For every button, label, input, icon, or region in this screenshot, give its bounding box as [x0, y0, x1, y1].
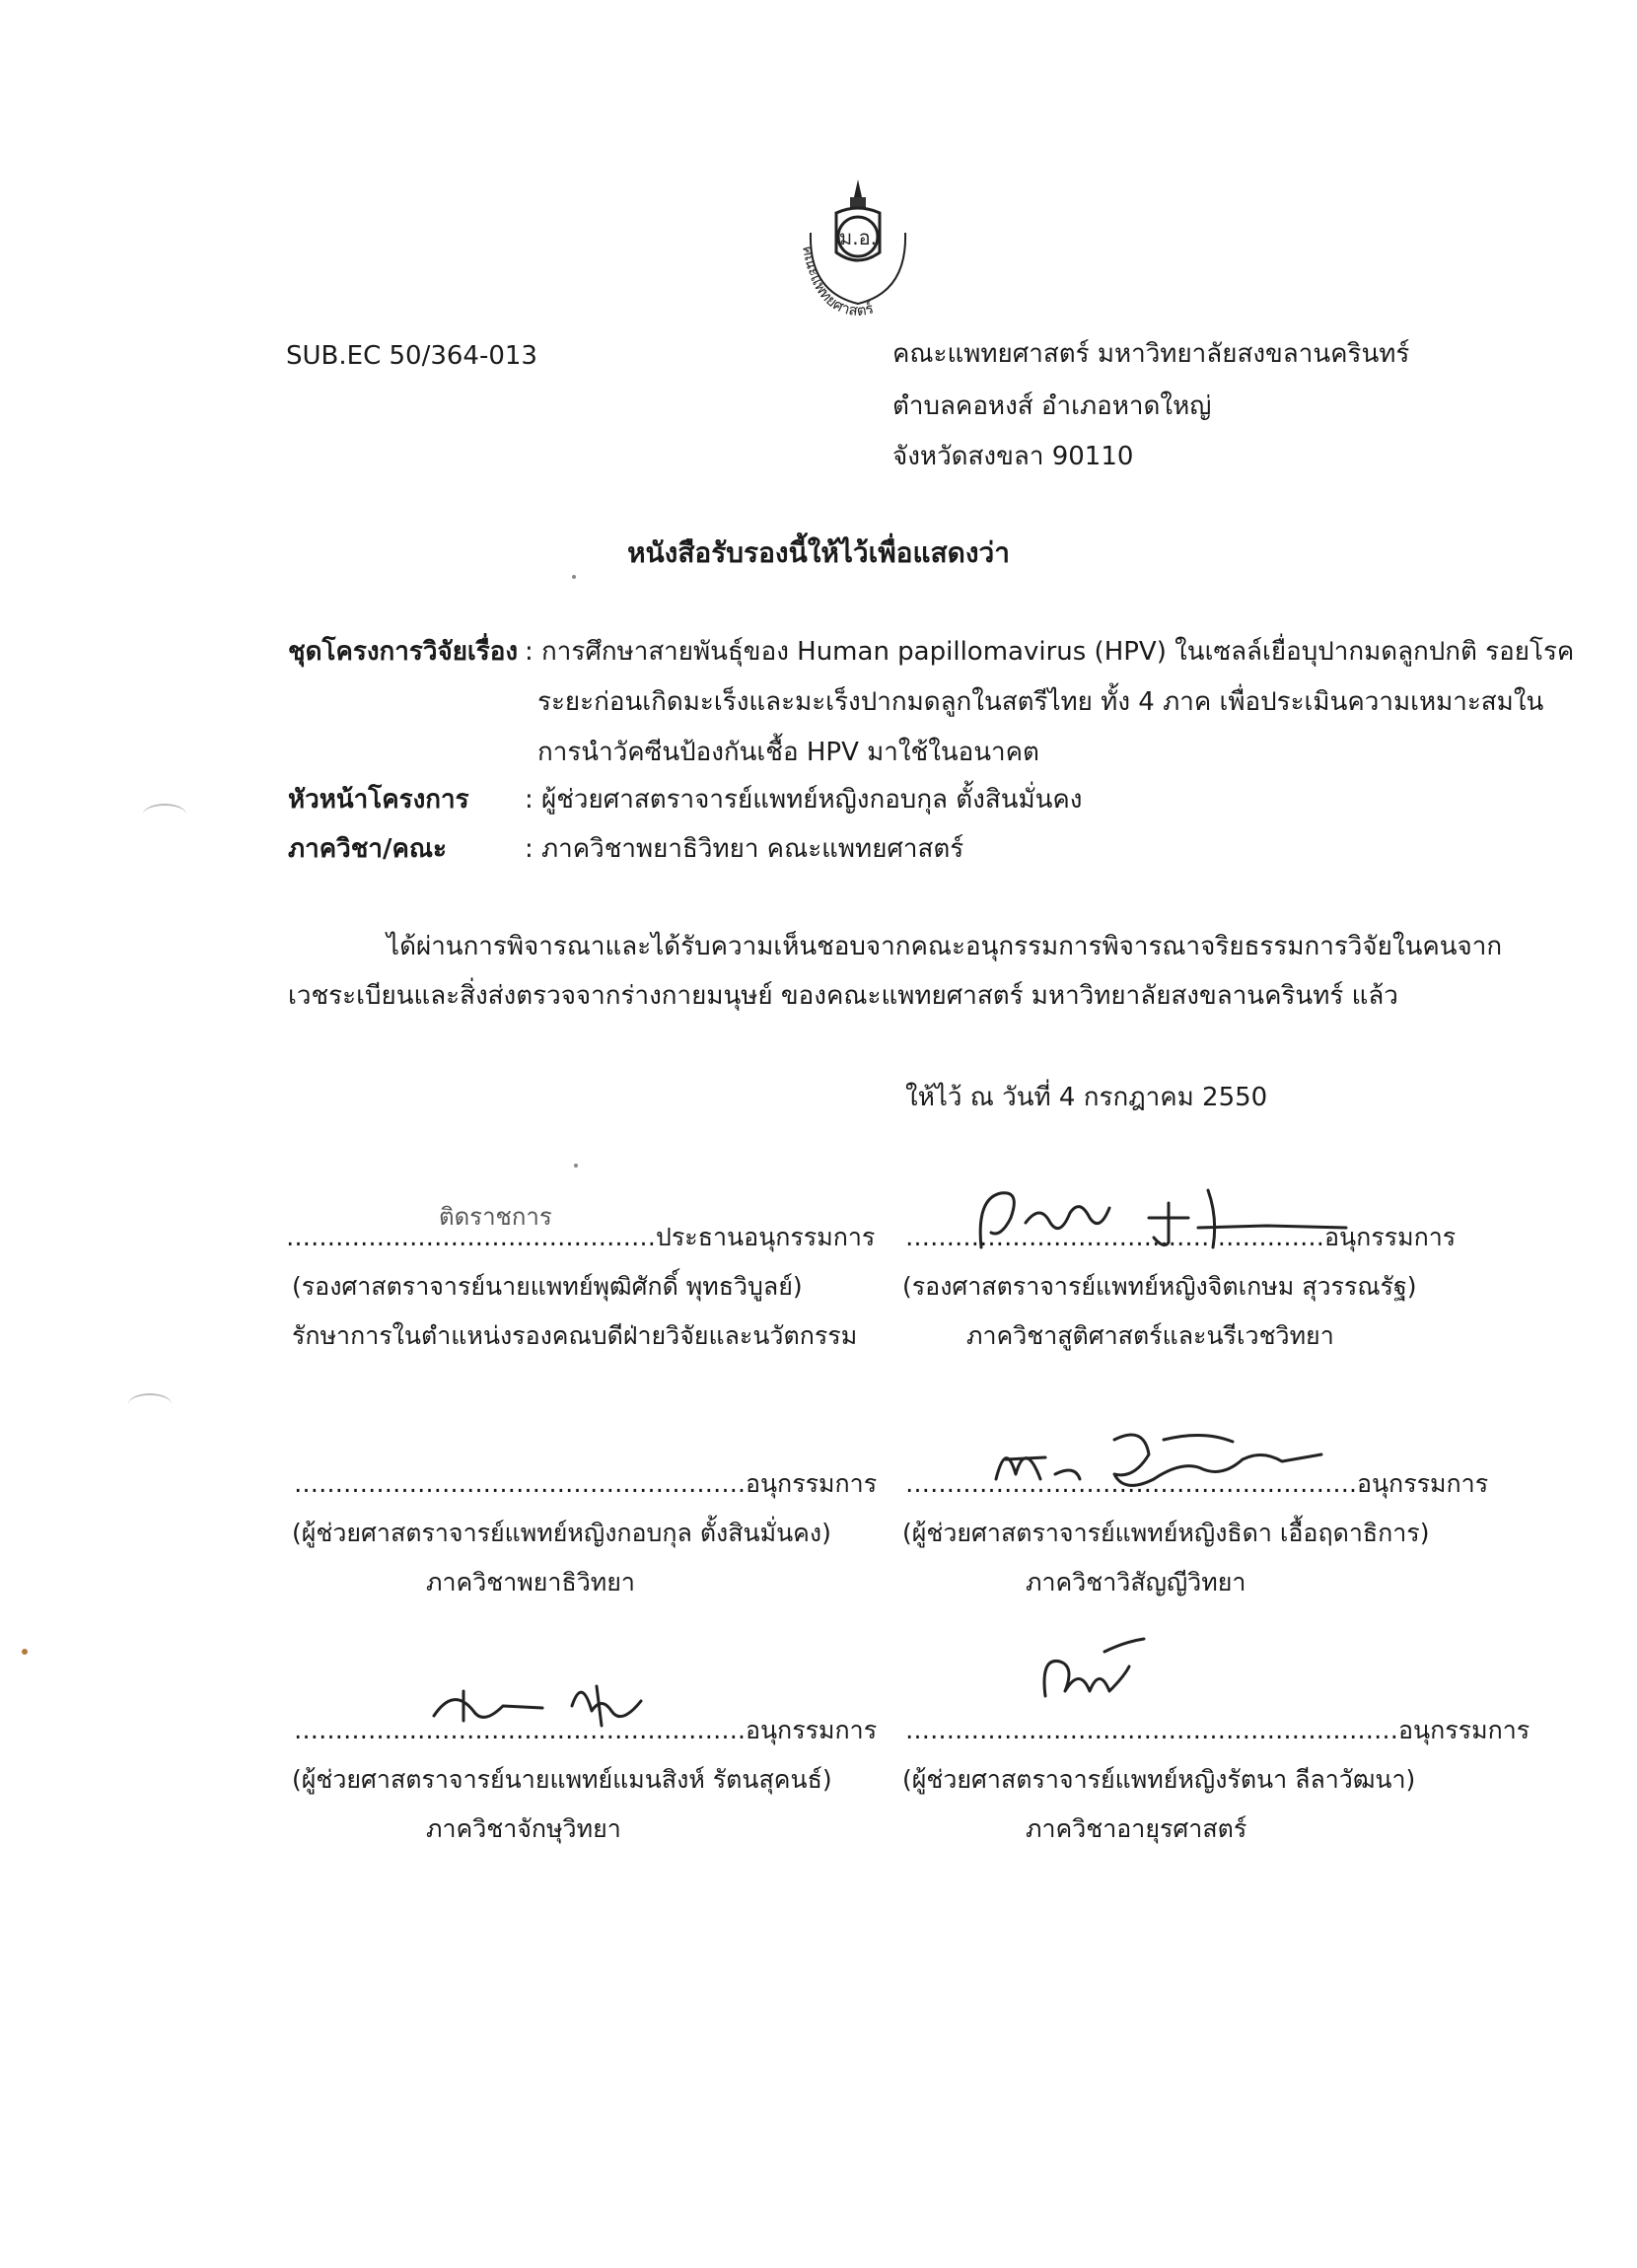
signatory-name-member-5: (ผู้ช่วยศาสตราจารย์แพทย์หญิงรัตนา ลีลาวัฒนา) — [902, 1765, 1416, 1794]
punch-hole-mark — [128, 1393, 172, 1415]
signature-line-member-4: ……………………………………………….อนุกรรมการ — [294, 1716, 878, 1744]
address-line-3: จังหวัดสงขลา 90110 — [892, 442, 1134, 471]
signatory-name-member-4: (ผู้ช่วยศาสตราจารย์นายแพทย์แมนสิงห์ รัตนสุคนธ์) — [292, 1765, 832, 1794]
department-value: : ภาควิชาพยาธิวิทยา คณะแพทยศาสตร์ — [525, 834, 964, 864]
project-title-label: ชุดโครงการวิจัยเรื่อง — [288, 637, 519, 667]
given-date: ให้ไว้ ณ วันที่ 4 กรกฎาคม 2550 — [905, 1083, 1268, 1112]
scan-speck — [572, 575, 576, 579]
signatory-name-member-2: (ผู้ช่วยศาสตราจารย์แพทย์หญิงกอบกุล ตั้งสินมั่นคง) — [292, 1519, 831, 1547]
scan-speck — [22, 1649, 28, 1655]
approval-paragraph-line-2: เวชระเบียนและสิ่งส่งตรวจจากร่างกายมนุษย์ ของคณะแพทยศาสตร์ มหาวิทยาลัยสงขลานครินทร์ แล้ว — [288, 981, 1398, 1011]
reference-number: SUB.EC 50/364-013 — [286, 341, 537, 371]
university-seal-icon — [789, 174, 927, 321]
signature-line-member-2: ……………………………………………….อนุกรรมการ — [294, 1469, 878, 1498]
project-head-value: : ผู้ช่วยศาสตราจารย์แพทย์หญิงกอบกุล ตั้งสินมั่นคง — [525, 785, 1083, 815]
handwritten-signature-2 — [986, 1420, 1341, 1519]
signatory-role-member-5: ภาควิชาอายุรศาสตร์ — [1026, 1814, 1247, 1843]
project-title-line-3: การนำวัคซีนป้องกันเชื้อ HPV มาใช้ในอนาคต — [537, 738, 1039, 767]
punch-hole-mark — [143, 804, 186, 825]
signature-line-chair: ………………………………………ประธานอนุกรรมการ — [286, 1223, 876, 1251]
address-line-2: ตำบลคอหงส์ อำเภอหาดใหญ่ — [892, 391, 1212, 421]
signatory-role-chair: รักษาการในตำแหน่งรองคณบดีฝ่ายวิจัยและนวัตกรรม — [292, 1321, 858, 1350]
approval-paragraph-line-1: ได้ผ่านการพิจารณาและได้รับความเห็นชอบจากคณะอนุกรรมการพิจารณาจริยธรรมการวิจัยในคนจาก — [387, 932, 1503, 961]
signatory-name-member-3: (ผู้ช่วยศาสตราจารย์แพทย์หญิงธิดา เอื้อฤดาธิการ) — [902, 1519, 1430, 1547]
certificate-heading: หนังสือรับรองนี้ให้ไว้เพื่อแสดงว่า — [627, 536, 1010, 569]
svg-text:ม.อ.: ม.อ. — [839, 226, 877, 249]
address-line-1: คณะแพทยศาสตร์ มหาวิทยาลัยสงขลานครินทร์ — [892, 339, 1410, 369]
signatory-role-member-4: ภาควิชาจักษุวิทยา — [426, 1814, 621, 1843]
signatory-role-member-3: ภาควิชาวิสัญญีวิทยา — [1026, 1568, 1246, 1596]
handwritten-signature-3 — [424, 1666, 680, 1736]
seal-text: คณะแพทยศาสตร์ — [799, 244, 876, 320]
signatory-name-member-1: (รองศาสตราจารย์แพทย์หญิงจิตเกษม สุวรรณรัฐ) — [902, 1272, 1417, 1301]
project-title-line-1: : การศึกษาสายพันธุ์ของ Human papillomavirus (HPV) ในเซลล์เยื่อบุปากมดลูกปกติ รอยโรค — [525, 637, 1575, 667]
handwritten-signature-4 — [1035, 1637, 1154, 1716]
handwritten-signature-1 — [971, 1178, 1484, 1257]
scan-speck — [574, 1164, 578, 1168]
signature-line-member-3: ……………………………………………….อนุกรรมการ — [905, 1469, 1489, 1498]
department-label: ภาควิชา/คณะ — [288, 834, 447, 864]
acting-note: ติดราชการ — [439, 1203, 552, 1231]
project-title-line-2: ระยะก่อนเกิดมะเร็งและมะเร็งปากมดลูกในสตรีไทย ทั้ง 4 ภาค เพื่อประเมินความเหมาะสมใน — [537, 687, 1544, 717]
signature-line-member-5: ……………………………………………………อนุกรรมการ — [905, 1716, 1530, 1744]
project-head-label: หัวหน้าโครงการ — [288, 785, 469, 815]
signature-line-member-1: ……………………………………………อนุกรรมการ — [905, 1223, 1457, 1251]
signatory-role-member-1: ภาควิชาสูติศาสตร์และนรีเวชวิทยา — [966, 1321, 1334, 1350]
signatory-role-member-2: ภาควิชาพยาธิวิทยา — [426, 1568, 635, 1596]
signatory-name-chair: (รองศาสตราจารย์นายแพทย์พุฒิศักดิ์ พุทธวิบูลย์) — [292, 1272, 803, 1301]
